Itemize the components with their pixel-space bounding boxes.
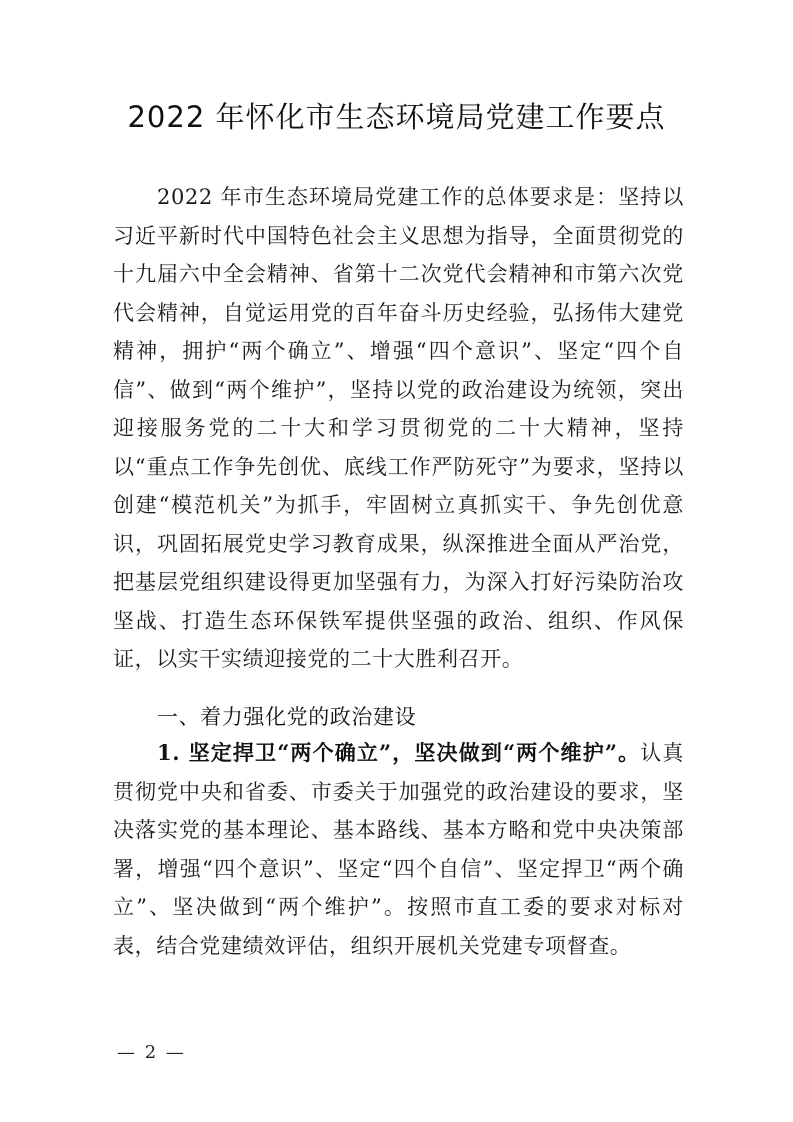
document-title: 2022 年怀化市生态环境局党建工作要点 bbox=[127, 100, 666, 134]
item-heading: 1. 坚定捍卫“两个确立”，坚决做到“两个维护”。 bbox=[157, 740, 641, 765]
intro-paragraph: 2022 年市生态环境局党建工作的总体要求是：坚持以习近平新时代中国特色社会主义思想为指导，全面贯彻党的十九届六中全会精神、省第十二次党代会精神和市第六次党代会精神，自觉运用党的百年奋斗历史经验，弘扬伟大建党精神，拥护“两个确立”、增强“四个意识”、坚定“四个自信”、做到“两个维护”，坚持以党的政治建设为统领，突出迎接服务党的二十大和学习贯彻党的二十大精神，坚持以“重点工作争先创优、底线工作严防死守”为要求，坚持以创建“模范机关”为抓手，牢固树立真抓实干、争先创优意识，巩固拓展党史学习教育成果，纵深推进全面从严治党，把基层党组织建设得更加坚强有力，为深入打好污染防治攻坚战、打造生态环保铁军提供坚强的政治、组织、作风保证，以实干实绩迎接党的二十大胜利召开。 bbox=[113, 185, 684, 671]
item-body-text: 认真贯彻党中央和省委、市委关于加强党的政治建设的要求，坚决落实党的基本理论、基本路线、基本方略和党中央决策部署，增强“四个意识”、坚定“四个自信”、坚定捍卫“两个确立”、坚决做到“两个维护”。按照市直工委的要求对标对表，结合党建绩效评估，组织开展机关党建专项督查。 bbox=[113, 741, 684, 958]
item-paragraph bbox=[113, 734, 684, 965]
page-number: — 2 — bbox=[117, 1042, 186, 1063]
section-heading: 一、着力强化党的政治建设 bbox=[157, 705, 417, 729]
